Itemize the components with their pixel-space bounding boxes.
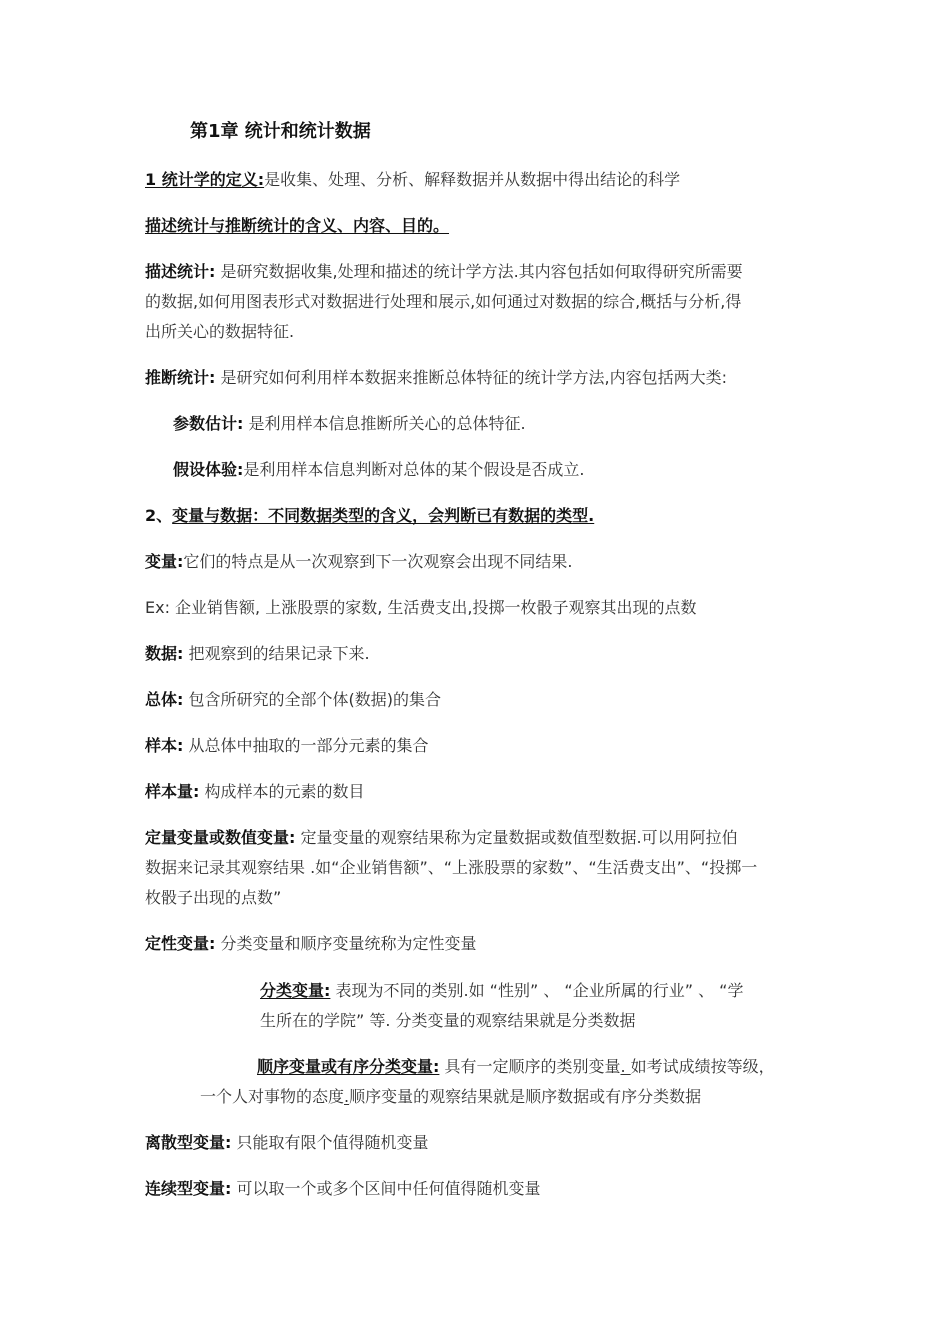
sample-size-paragraph (145, 782, 365, 802)
sample-label: 样本: (145, 736, 184, 755)
section-2-number: 2、 (145, 506, 173, 525)
ordinal-text-2a: 一个人对事物的态度 (200, 1087, 345, 1106)
population-text: 包含所研究的全部个体(数据)的集合 (183, 690, 441, 709)
continuous-label: 连续型变量: (145, 1179, 232, 1198)
definition-paragraph (145, 170, 680, 190)
sample-paragraph (145, 736, 429, 756)
population-paragraph (145, 690, 441, 710)
continuous-text: 可以取一个或多个区间中任何值得随机变量 (231, 1179, 541, 1198)
qualitative-text: 分类变量和顺序变量统称为定性变量 (215, 934, 477, 953)
population-label: 总体: (145, 690, 184, 709)
desc-infer-heading: 描述统计与推断统计的含义、内容、目的。 (145, 216, 450, 235)
data-label: 数据: (145, 644, 184, 663)
hypothesis-test-text: 是利用样本信息判断对总体的某个假设是否成立. (243, 460, 585, 479)
discrete-text: 只能取有限个值得随机变量 (231, 1133, 429, 1152)
quantitative-text-3: 枚骰子出现的点数” (145, 888, 282, 907)
param-estimation-text: 是利用样本信息推断所关心的总体特征. (243, 414, 526, 433)
quantitative-label: 定量变量或数值变量: (145, 828, 296, 847)
sample-size-text: 构成样本的元素的数目 (199, 782, 365, 801)
sample-size-label: 样本量: (145, 782, 200, 801)
sample-text: 从总体中抽取的一部分元素的集合 (183, 736, 429, 755)
ordinal-text-1b: . (620, 1057, 631, 1076)
descriptive-text-3: 出所关心的数据特征. (145, 322, 295, 341)
descriptive-paragraph-line1 (145, 262, 743, 282)
data-text: 把观察到的结果记录下来. (183, 644, 370, 663)
hypothesis-test-label: 假设体验: (173, 460, 244, 479)
ordinal-label: 顺序变量或有序分类变量: (257, 1057, 440, 1076)
variable-paragraph (145, 552, 573, 572)
inferential-text: 是研究如何利用样本数据来推断总体特征的统计学方法,内容包括两大类: (215, 368, 727, 387)
categorical-text-2: 生所在的学院” 等. 分类变量的观察结果就是分类数据 (260, 1011, 636, 1030)
qualitative-label: 定性变量: (145, 934, 216, 953)
ordinal-text-2b: . (344, 1087, 350, 1106)
quantitative-text-1: 定量变量的观察结果称为定量数据或数值型数据.可以用阿拉伯 (295, 828, 738, 847)
inferential-label: 推断统计: (145, 368, 216, 387)
example-text: 企业销售额, 上涨股票的家数, 生活费支出,投掷一枚骰子观察其出现的点数 (169, 598, 697, 617)
param-estimation-paragraph (173, 414, 526, 434)
inferential-paragraph (145, 368, 727, 388)
discrete-label: 离散型变量: (145, 1133, 232, 1152)
definition-text: 是收集、处理、分析、解释数据并从数据中得出结论的科学 (264, 170, 681, 189)
definition-label: 1 统计学的定义: (145, 170, 265, 189)
descriptive-text-2: 的数据,如何用图表形式对数据进行处理和展示,如何通过对数据的综合,概括与分析,得 (145, 292, 742, 311)
ordinal-text-1a: 具有一定顺序的类别变量 (439, 1057, 621, 1076)
hypothesis-test-paragraph (173, 460, 585, 480)
variable-text: 它们的特点是从一次观察到下一次观察会出现不同结果. (183, 552, 573, 571)
data-paragraph (145, 644, 370, 664)
descriptive-text-1: 是研究数据收集,处理和描述的统计学方法.其内容包括如何取得研究所需要 (215, 262, 743, 281)
variable-label: 变量: (145, 552, 184, 571)
section-2-heading (145, 506, 594, 526)
categorical-paragraph-line1 (260, 981, 743, 1001)
continuous-paragraph (145, 1179, 541, 1199)
categorical-text-1: 表现为不同的类别.如 “性别” 、 “企业所属的行业” 、 “学 (330, 981, 744, 1000)
descriptive-label: 描述统计: (145, 262, 216, 281)
chapter-title: 第1章 统计和统计数据 (190, 121, 371, 142)
categorical-label: 分类变量: (260, 981, 331, 1000)
ordinal-paragraph-line2 (200, 1087, 701, 1107)
section-2-text: 变量与数据：不同数据类型的含义，会判断已有数据的类型. (172, 506, 595, 525)
param-estimation-label: 参数估计: (173, 414, 244, 433)
example-label: Ex: (145, 598, 170, 617)
quantitative-paragraph-line1 (145, 828, 738, 848)
ordinal-text-1c: 如考试成绩按等级， (630, 1057, 775, 1076)
qualitative-paragraph (145, 934, 477, 954)
ordinal-paragraph-line1 (257, 1057, 775, 1077)
discrete-paragraph (145, 1133, 429, 1153)
example-paragraph (145, 598, 697, 618)
quantitative-text-2: 数据来记录其观察结果 .如“企业销售额”、“上涨股票的家数”、“生活费支出”、“投掷一 (145, 858, 758, 877)
ordinal-text-2c: 顺序变量的观察结果就是顺序数据或有序分类数据 (349, 1087, 702, 1106)
